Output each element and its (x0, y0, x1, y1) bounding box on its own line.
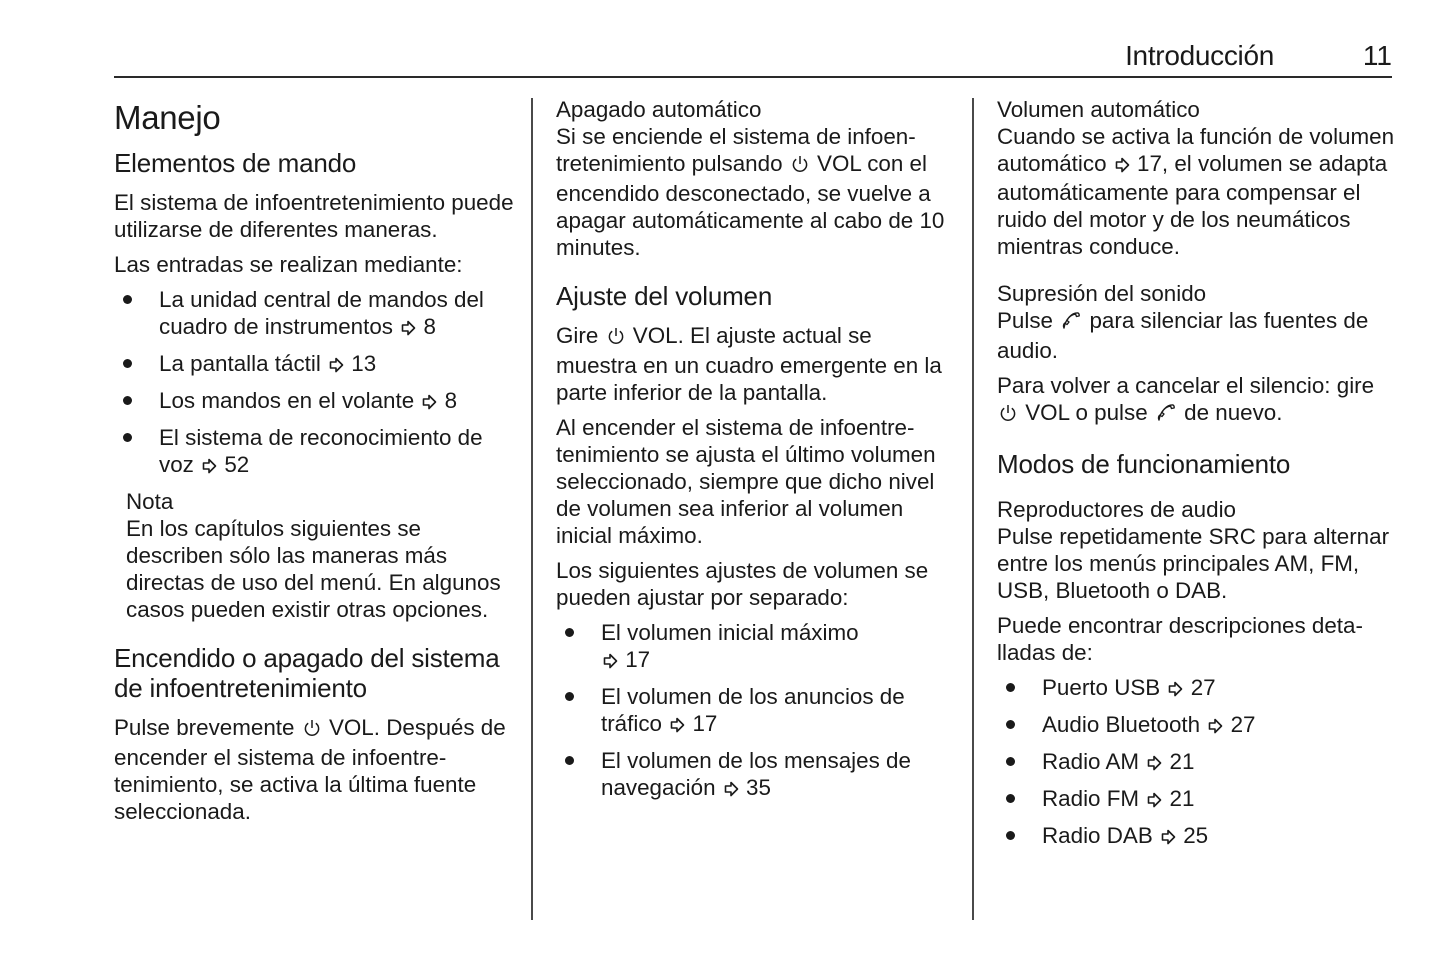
arrow-reference-icon (1115, 152, 1130, 179)
list-item: Los mandos en el volante 8 (114, 387, 514, 416)
audio-sources-list (997, 674, 1397, 851)
arrow-reference-icon (724, 776, 739, 803)
subsection-title-modes: Modos de funcionamiento (997, 449, 1291, 479)
paragraph: Puede encontrar descripciones detalladas de: (997, 613, 1363, 665)
bullet-dot (1006, 794, 1015, 803)
page-reference[interactable]: 17 (692, 711, 718, 736)
bullet-dot (565, 628, 574, 637)
bullet-dot (565, 692, 574, 701)
mute-phone-icon (1156, 402, 1176, 429)
input-methods-list (114, 286, 514, 480)
power-icon (791, 153, 809, 180)
bullet-dot (565, 756, 574, 765)
paragraph: Para volver a cancelar el silencio: gire VOL o pulse de nuevo. (997, 372, 1397, 429)
subsection-title-controls: Elementos de mando (114, 148, 357, 178)
arrow-reference-icon (1168, 676, 1183, 703)
bullet-dot (1006, 720, 1015, 729)
list-item: Puerto USB 27 (997, 674, 1397, 703)
arrow-reference-icon (1147, 750, 1162, 777)
page-reference[interactable]: 21 (1169, 749, 1195, 774)
section-title: Manejo (114, 99, 221, 136)
page-reference[interactable]: 25 (1183, 823, 1209, 848)
arrow-reference-icon (401, 315, 416, 342)
note-title: Nota (126, 489, 174, 514)
column-2 (556, 96, 956, 811)
power-icon (303, 717, 321, 744)
page-reference[interactable]: 17 (1137, 151, 1162, 176)
list-item: Radio FM 21 (997, 785, 1397, 814)
paragraph: Si se enciende el sistema de infoentretenimiento pulsando VOL con el encendido desconectado, se vuelve a apagar automáticamente al cabo de 10 minutes. (556, 124, 945, 260)
paragraph: Cuando se activa la función de volumen automático 17, el volumen se adapta automáticamente para compensar el ruido del motor y de los neumáticos mientras conduce. (997, 124, 1395, 259)
column-divider (531, 98, 533, 920)
note-text: En los capítulos siguientes se describen sólo las maneras más directas de uso del menú. En algunos casos pueden existir otras opciones. (126, 516, 501, 622)
paragraph: Gire VOL. El ajuste actual se muestra en un cuadro emergente en la parte inferior de la pantalla. (556, 323, 942, 405)
page-reference[interactable]: 52 (224, 452, 250, 477)
subsection-title-power: Encendido o apagado del sistema de infoentretenimiento (114, 643, 500, 703)
paragraph: Pulse para silenciar las fuentes de audio. (997, 308, 1369, 363)
list-item: Radio DAB 25 (997, 822, 1397, 851)
paragraph: Pulse brevemente VOL. Después de encender el sistema de infoentretenimiento, se activa la última fuente seleccionada. (114, 715, 506, 824)
arrow-reference-icon (329, 352, 344, 379)
paragraph: Pulse repetidamente SRC para alternar entre los menús principales AM, FM, USB, Bluetooth o DAB. (997, 524, 1390, 603)
list-item: La unidad central de mandos del cuadro de instrumentos 8 (114, 286, 514, 342)
list-item: La pantalla táctil 13 (114, 350, 514, 379)
page-reference[interactable]: 21 (1169, 786, 1195, 811)
page-reference[interactable]: 35 (746, 775, 771, 800)
bullet-dot (1006, 831, 1015, 840)
paragraph: Al encender el sistema de infoentretenimiento se ajusta el último volumen seleccionado, siempre que dicho nivel de volumen sea inferior al volumen inicial máximo. (556, 415, 936, 548)
list-item: El volumen de los anuncios de tráfico 17 (556, 683, 956, 739)
arrow-reference-icon (422, 389, 437, 416)
paragraph: Las entradas se realizan mediante: (114, 252, 463, 277)
list-item: Audio Bluetooth 27 (997, 711, 1397, 740)
arrow-reference-icon (670, 712, 685, 739)
list-item: El sistema de reconocimiento de voz 52 (114, 424, 514, 480)
page-number: 11 (1362, 40, 1392, 71)
paragraph: El sistema de infoentretenimiento puede utilizarse de diferentes maneras. (114, 190, 514, 242)
column-1 (114, 96, 514, 833)
list-item: Radio AM 21 (997, 748, 1397, 777)
bullet-dot (1006, 683, 1015, 692)
subsection-title-mute: Supresión del sonido (997, 281, 1207, 306)
arrow-reference-icon (603, 648, 618, 675)
page-reference[interactable]: 27 (1230, 712, 1256, 737)
arrow-reference-icon (1208, 713, 1223, 740)
bullet-dot (123, 396, 132, 405)
bullet-dot (123, 433, 132, 442)
power-icon (607, 325, 625, 352)
bullet-dot (123, 359, 132, 368)
list-item: El volumen inicial máximo 17 (556, 619, 956, 675)
arrow-reference-icon (1147, 787, 1162, 814)
page-header (114, 38, 1392, 78)
column-divider (972, 98, 974, 920)
page-reference[interactable]: 17 (625, 647, 651, 672)
page-reference[interactable]: 8 (423, 314, 436, 339)
volume-settings-list (556, 619, 956, 803)
arrow-reference-icon (202, 453, 217, 480)
column-3 (997, 96, 1397, 859)
page-reference[interactable]: 27 (1190, 675, 1216, 700)
paragraph: Los siguientes ajustes de volumen se pueden ajustar por separado: (556, 558, 929, 610)
note-box (126, 488, 514, 623)
bullet-dot (123, 295, 132, 304)
subsection-title-audio-players: Reproductores de audio (997, 497, 1236, 522)
subsection-title-volume: Ajuste del volumen (556, 281, 773, 311)
list-item: El volumen de los mensajes de navegación 35 (556, 747, 956, 803)
chapter-title: Introducción (1125, 40, 1274, 71)
subsection-title-auto-volume: Volumen automático (997, 97, 1200, 122)
power-icon (999, 402, 1017, 429)
mute-phone-icon (1061, 310, 1081, 337)
page-reference[interactable]: 13 (351, 351, 377, 376)
arrow-reference-icon (1161, 824, 1176, 851)
subsection-title-auto-off: Apagado automático (556, 97, 762, 122)
bullet-dot (1006, 757, 1015, 766)
page-reference[interactable]: 8 (444, 388, 458, 413)
